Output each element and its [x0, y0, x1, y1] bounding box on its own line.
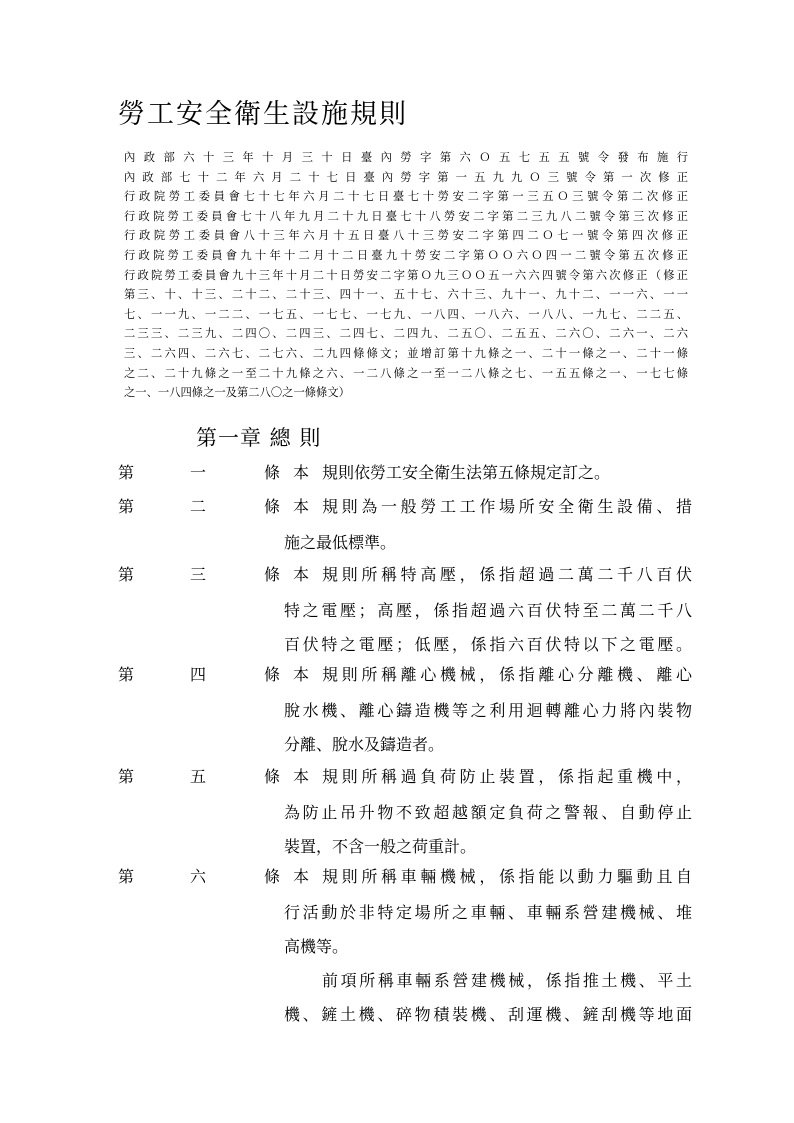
article-text-line: 規則所稱離心機械，係指離心分離機、離心: [322, 665, 692, 684]
history-line: 內政部七十二年六月二十七日臺內勞字第一五九九Ｏ三號令第一次修正: [124, 170, 688, 184]
article-suffix: 條: [264, 497, 281, 516]
article-lead: 本: [293, 665, 310, 684]
article-paragraph-line: 機、鏟土機、碎物積裝機、刮運機、鏟刮機等地面: [284, 1005, 692, 1024]
article-1: [118, 458, 698, 492]
article-text-line: 高機等。: [284, 937, 349, 956]
history-line: 七、一一九、一二二、一七五、一七七、一七九、一八四、一八六、一八八、一九七、二二五、: [124, 307, 688, 321]
article-lead: 本: [293, 497, 310, 516]
history-line: 行政院勞工委員會九十年十二月十二日臺九十勞安二字第ＯＯ六Ｏ四一二號令第五次修正: [124, 248, 688, 262]
history-line: 行政院勞工委員會八十三年六月十五日臺八十三勞安二字第四二Ｏ七一號令第四次修正: [124, 229, 688, 243]
article-lead: 本: [293, 463, 310, 482]
article-prefix: 第: [118, 497, 135, 516]
history-line: 第三、十、十三、二十二、二十三、四十一、五十七、六十三、九十一、九十二、一一六、一一: [124, 288, 688, 302]
article-text-line: 特之電壓；高壓，係指超過六百伏特至二萬二千八: [284, 601, 692, 620]
amendment-history: [124, 148, 688, 403]
article-number: 四: [190, 665, 207, 684]
article-lead: 本: [293, 767, 310, 786]
article-4: [118, 660, 698, 762]
article-lead: 本: [293, 565, 310, 584]
article-5: [118, 762, 698, 864]
article-text-line: 規則依勞工安全衛生法第五條規定訂之。: [322, 463, 611, 482]
article-number: 六: [190, 867, 207, 886]
article-text-line: 施之最低標準。: [284, 533, 397, 552]
history-line: 二三三、二三九、二四〇、二四三、二四七、二四九、二五〇、二五五、二六〇、二六一、二六: [124, 327, 688, 341]
article-lead: 本: [293, 867, 310, 886]
article-paragraph-line: 前項所稱車輛系營建機械，係指推土機、平土: [322, 971, 692, 990]
history-line: 內政部六十三年十月三十日臺內勞字第六Ｏ五七五五號令發布施行: [124, 151, 688, 164]
article-text-line: 為防止吊升物不致超越額定負荷之警報、自動停止: [284, 803, 692, 822]
article-number: 五: [190, 767, 207, 786]
article-3: [118, 560, 698, 662]
history-line: 行政院勞工委員會九十三年十月二十日勞安二字第Ｏ九三ＯＯ五一六六四號令第六次修正（修正: [124, 268, 688, 282]
article-text-line: 規則所稱特高壓，係指超過二萬二千八百伏: [322, 565, 692, 584]
article-text-line: 規則所稱車輛機械，係指能以動力驅動且自: [322, 867, 692, 886]
history-line: 之二、二十九條之一至二十九條之六、一二八條之一至一二八條之七、一五五條之一、一七七條: [124, 366, 688, 380]
article-prefix: 第: [118, 665, 135, 684]
document-title: 勞工安全衛生設施規則: [118, 99, 408, 130]
article-prefix: 第: [118, 767, 135, 786]
chapter-heading: 第一章 總 則: [196, 426, 322, 450]
article-prefix: 第: [118, 867, 135, 886]
article-text-line: 裝置，不含一般之荷重計。: [284, 837, 477, 856]
article-prefix: 第: [118, 463, 135, 482]
article-text-line: 百伏特之電壓；低壓，係指六百伏特以下之電壓。: [284, 635, 692, 654]
article-6: [118, 862, 698, 1032]
article-suffix: 條: [264, 565, 281, 584]
article-suffix: 條: [264, 463, 281, 482]
history-line: 行政院勞工委員會七十八年九月二十九日臺七十八勞安二字第二三九八二號令第三次修正: [124, 209, 688, 223]
article-number: 三: [190, 565, 207, 584]
article-number: 一: [190, 463, 207, 482]
article-suffix: 條: [264, 665, 281, 684]
article-suffix: 條: [264, 867, 281, 886]
article-text-line: 行活動於非特定場所之車輛、車輛系營建機械、堆: [284, 903, 692, 922]
history-line: 之一、一八四條之一及第二八〇之一條條文）: [124, 386, 350, 400]
history-line: 三、二六四、二六七、二七六、二九四條條文；並增訂第十九條之一、二十一條之一、二十一條: [124, 346, 688, 360]
article-text-line: 脫水機、離心鑄造機等之利用迴轉離心力將內裝物: [284, 701, 692, 720]
article-suffix: 條: [264, 767, 281, 786]
article-text-line: 規則為一般勞工工作場所安全衛生設備、措: [322, 497, 692, 516]
article-prefix: 第: [118, 565, 135, 584]
article-2: [118, 492, 698, 560]
history-line: 行政院勞工委員會七十七年六月二十七日臺七十勞安二字第一三五Ｏ三號令第二次修正: [124, 190, 688, 204]
article-text-line: 分離、脫水及鑄造者。: [284, 735, 445, 754]
article-text-line: 規則所稱過負荷防止裝置，係指起重機中，: [322, 767, 692, 786]
article-number: 二: [190, 497, 207, 516]
